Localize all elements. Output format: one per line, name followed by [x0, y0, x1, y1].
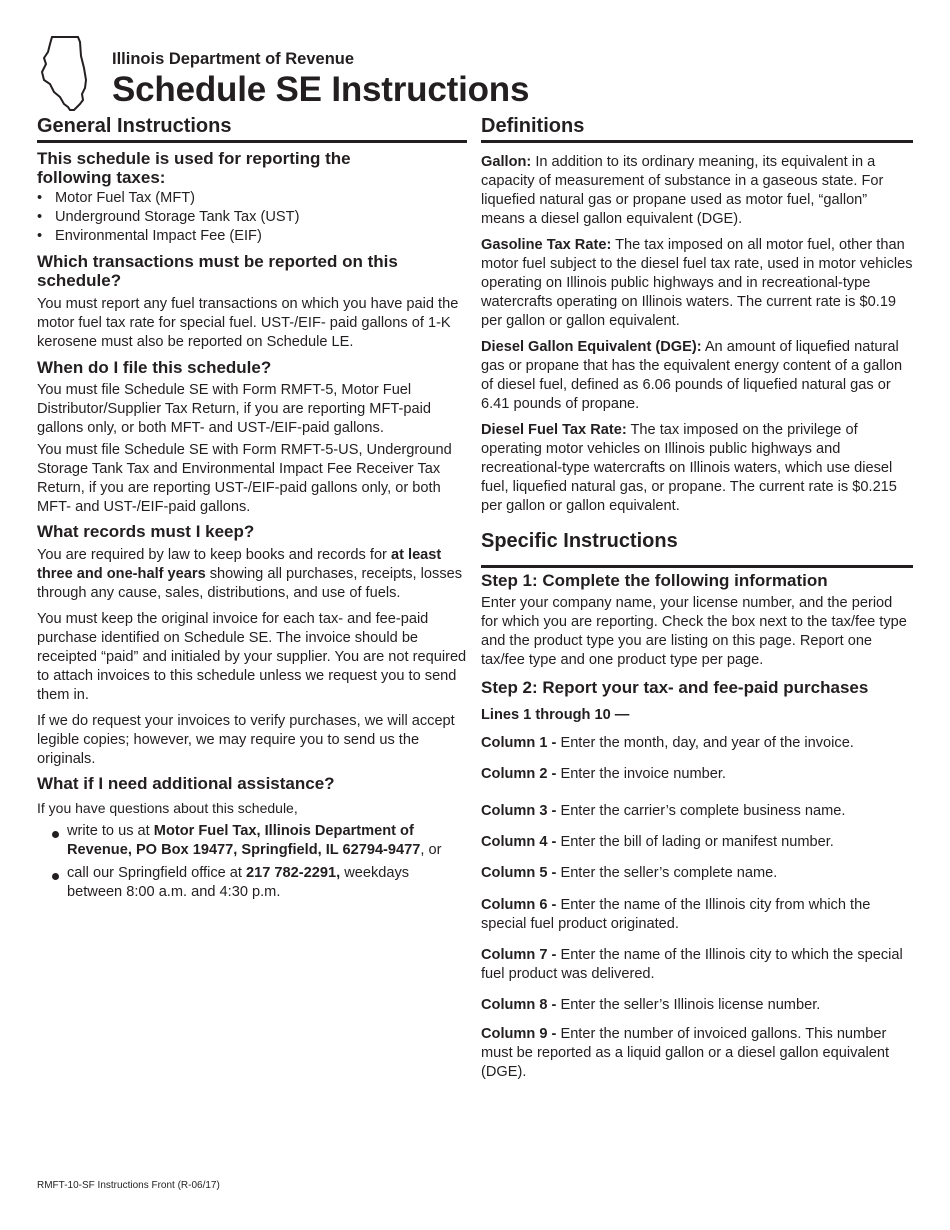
records-text-2: You must keep the original invoice for each tax- and fee-paid purchase identified on Schedule SE. The invoice should be receipted “paid” and initialed by your supplier. You are not required to attach invoices to this schedule unless we request you to send them in.: [37, 611, 467, 704]
column-instruction: Column 3 - Enter the carrier’s complete business name.: [481, 803, 846, 820]
column-instruction: Column 9 - Enter the number of invoiced gallons. This number must be reported as a liquid gallon or a diesel gallon equivalent (DGE).: [481, 1026, 890, 1081]
assist-list: [37, 822, 467, 902]
definitions-heading: Definitions: [481, 115, 913, 143]
list-item: • Environmental Impact Fee (EIF): [37, 227, 467, 246]
step1-heading: Step 1: Complete the following information: [481, 571, 828, 590]
general-instructions-column: [37, 115, 467, 906]
definition-item: Gallon: In addition to its ordinary meaning, its equivalent in a capacity of measurement of substance in a gaseous state. For liquefied natural gas or propane used as motor fuel, “gallon” means a diesel gallon equivalent (DGE).: [481, 154, 884, 227]
column-instruction: Column 7 - Enter the name of the Illinois city to which the special fuel product was delivered.: [481, 947, 903, 983]
records-text-1: You are required by law to keep books and records for at least three and one-half years showing all purchases, receipts, losses through any cause, sales, distributions, and use of fuels.: [37, 547, 463, 602]
step2-heading: Step 2: Report your tax- and fee-paid purchases: [481, 677, 869, 697]
page-title: Schedule SE Instructions: [112, 70, 530, 109]
list-item: • Underground Storage Tank Tax (UST): [37, 208, 467, 227]
illinois-state-outline-icon: [38, 34, 94, 114]
general-instructions-heading: General Instructions: [37, 115, 467, 143]
transactions-heading: Which transactions must be reported on this schedule?: [37, 252, 398, 291]
assist-heading: What if I need additional assistance?: [37, 774, 335, 794]
list-item: call our Springfield office at 217 782-2291, weekdays between 8:00 a.m. and 4:30 p.m.: [37, 864, 467, 902]
transactions-text: You must report any fuel transactions on which you have paid the motor fuel tax rate for special fuel. UST-/EIF- paid gallons of 1-K kerosene must also be reported on Schedule LE.: [37, 295, 459, 350]
when-text-2: You must file Schedule SE with Form RMFT-5-US, Underground Storage Tank Tax and Environmental Impact Fee Receiver Tax Return, if you are reporting UST-/EIF-paid gallons only, or both MFT- and UST-/EIF-paid gallons.: [37, 442, 452, 516]
column-instruction: Column 1 - Enter the month, day, and year of the invoice.: [481, 735, 854, 752]
form-footer: RMFT-10-SF Instructions Front (R-06/17): [37, 1180, 220, 1191]
definition-item: Diesel Fuel Tax Rate: The tax imposed on the privilege of operating motor vehicles on Illinois public highways and recreational-type watercrafts on Illinois waters, which use diesel fuel, liquefied natural gas, or propane. The current rate is $0.215 per gallon or gallon equivalent.: [481, 422, 897, 514]
column-instruction: Column 2 - Enter the invoice number.: [481, 766, 726, 783]
when-text-1: You must file Schedule SE with Form RMFT-5, Motor Fuel Distributor/Supplier Tax Return, if you are reporting MFT-paid gallons only, or both MFT- and UST-/EIF-paid gallons.: [37, 382, 431, 437]
taxes-heading: This schedule is used for reporting the following taxes:: [37, 149, 351, 187]
list-item: • Motor Fuel Tax (MFT): [37, 189, 467, 208]
definition-item: Diesel Gallon Equivalent (DGE): An amount of liquefied natural gas or propane that has the equivalent energy content of a gallon of diesel fuel, defined as 6.06 pounds of liquefied natural gas or 6.41 pounds of propane.: [481, 339, 903, 412]
definitions-column: [481, 115, 913, 1082]
column-instruction: Column 4 - Enter the bill of lading or manifest number.: [481, 834, 834, 851]
step1-text: Enter your company name, your license number, and the period for which you are reporting. Check the box next to the tax/fee type and the product type you are listing on this page. Report one tax/fee type and one product type per page.: [481, 594, 907, 668]
specific-instructions-heading: Specific Instructions: [481, 530, 678, 552]
column-instruction: Column 5 - Enter the seller’s complete name.: [481, 865, 778, 882]
definition-item: Gasoline Tax Rate: The tax imposed on all motor fuel, other than motor fuel subject to the diesel fuel tax rate, used in motor vehicles operating on Illinois public highways and in recreational-type watercrafts operating on Illinois waters. The current rate is $0.19 per gallon or gallon equivalent.: [481, 237, 913, 329]
column-instruction: Column 6 - Enter the name of the Illinois city from which the special fuel product originated.: [481, 897, 871, 933]
list-item: write to us at Motor Fuel Tax, Illinois Department of Revenue, PO Box 19477, Springfield, IL 62794-9477, or: [37, 822, 467, 860]
agency-name: Illinois Department of Revenue: [112, 50, 355, 68]
column-instruction: Column 8 - Enter the seller’s Illinois license number.: [481, 997, 821, 1014]
records-text-3: If we do request your invoices to verify purchases, we will accept legible copies; however, we may require you to send us the originals.: [37, 713, 455, 768]
when-heading: When do I file this schedule?: [37, 357, 272, 377]
records-heading: What records must I keep?: [37, 522, 255, 542]
assist-intro: If you have questions about this schedule,: [37, 799, 298, 816]
taxes-list: [37, 189, 467, 246]
lines-label: Lines 1 through 10 —: [481, 707, 630, 724]
